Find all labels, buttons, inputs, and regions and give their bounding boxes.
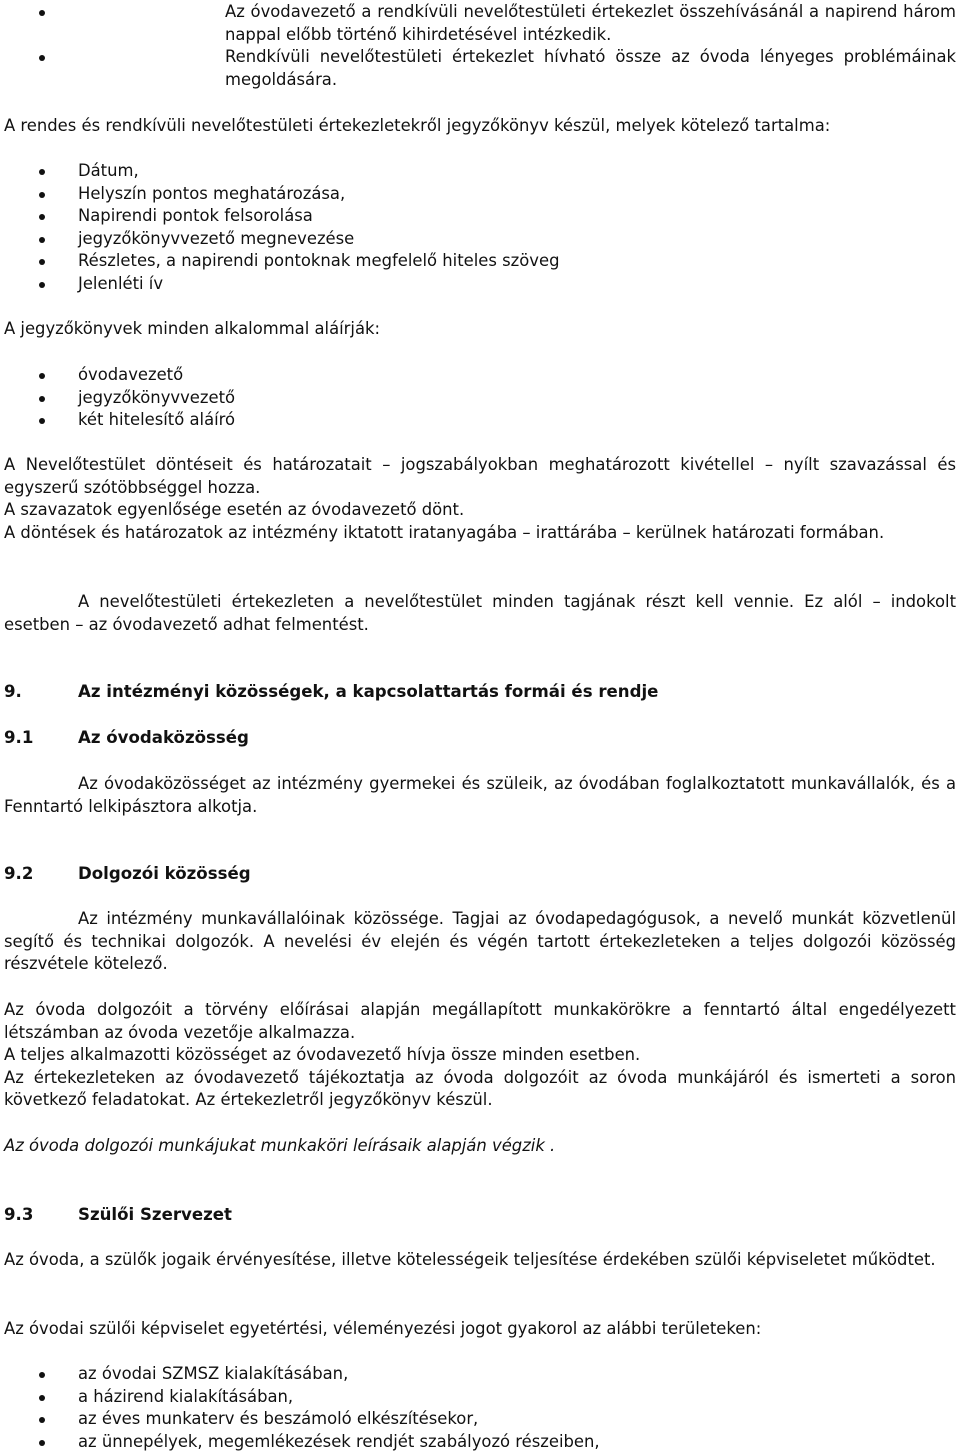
bullet-icon bbox=[39, 396, 45, 402]
list-item: jegyzőkönyvvezető megnevezése bbox=[4, 228, 956, 251]
bullet-icon bbox=[39, 1440, 45, 1446]
section-9-2-intro: Az intézmény munkavállalóinak közössége. Tagjai az óvodapedagógusok, a nevelő munkát közvetlenül segítő és technikai dolgozók. A nevelési év elején és végén tartott értekezleteken a teljes dolgozói közösség részvétele kötelező. bbox=[4, 909, 956, 974]
list-item: két hitelesítő aláíró bbox=[4, 409, 956, 432]
list-item: az óvodai SZMSZ kialakításában, bbox=[4, 1363, 956, 1386]
signers-list bbox=[4, 364, 956, 432]
minutes-contents-list bbox=[4, 160, 956, 296]
section-9-2-paragraph: Az értekezleteken az óvodavezető tájékoztatja az óvoda dolgozóit az óvoda munkájáról és ismerteti a soron következő feladatokat. Az értekezletről jegyzőkönyv készül. bbox=[4, 1067, 956, 1110]
section-9-2-paragraph: Az óvoda dolgozóit a törvény előírásai alapján megállapított munkakörökre a fenntartó által engedélyezett létszámban az óvoda vezetője alkalmazza. bbox=[4, 1000, 956, 1042]
bullet-icon bbox=[39, 55, 45, 61]
decisions-paragraph: A szavazatok egyenlősége esetén az óvodavezető dönt. bbox=[4, 500, 465, 520]
bullet-icon bbox=[39, 169, 45, 175]
section-number: 9.1 bbox=[4, 728, 34, 747]
list-item: Dátum, bbox=[4, 160, 956, 183]
section-number: 9. bbox=[4, 682, 22, 701]
signers-intro: A jegyzőkönyvek minden alkalommal aláírják: bbox=[4, 319, 381, 338]
bullet-icon bbox=[39, 192, 45, 198]
section-heading-9-1 bbox=[4, 727, 249, 749]
section-9-3-rights-list bbox=[4, 1363, 956, 1453]
section-title: Dolgozói közösség bbox=[78, 864, 251, 883]
minutes-intro-paragraph: A rendes és rendkívüli nevelőtestületi értekezletekről jegyzőkönyv készül, melyek kötelező tartalma: bbox=[4, 116, 831, 135]
section-heading-9 bbox=[4, 681, 658, 703]
bullet-icon bbox=[39, 1417, 45, 1423]
section-9-1-paragraph: Az óvodaközösséget az intézmény gyermekei és szüleik, az óvodában foglalkoztatott munkavállalók, és a Fenntartó lelkipásztora alkotja. bbox=[4, 774, 956, 816]
section-9-3-paragraph: Az óvoda, a szülők jogaik érvényesítése, illetve kötelességeik teljesítése érdekében szülői képviseletet működtet. bbox=[4, 1250, 936, 1269]
decisions-paragraph: A döntések és határozatok az intézmény iktatott iratanyagába – irattárába – kerülnek határozati formában. bbox=[4, 522, 885, 542]
section-number: 9.3 bbox=[4, 1205, 34, 1224]
bullet-icon bbox=[39, 237, 45, 243]
decisions-block bbox=[4, 454, 956, 544]
list-item: Helyszín pontos meghatározása, bbox=[4, 183, 956, 206]
list-item: az ünnepélyek, megemlékezések rendjét szabályozó részeiben, bbox=[4, 1431, 956, 1454]
list-item: Jelenléti ív bbox=[4, 273, 956, 296]
section-heading-9-2 bbox=[4, 863, 251, 885]
section-9-3-rights-intro: Az óvodai szülői képviselet egyetértési, véleményezési jogot gyakorol az alábbi területeken: bbox=[4, 1319, 762, 1338]
list-item: Rendkívüli nevelőtestületi értekezlet hívható össze az óvoda lényeges problémáinak megoldására. bbox=[4, 46, 956, 91]
list-item: az éves munkaterv és beszámoló elkészítésekor, bbox=[4, 1408, 956, 1431]
bullet-icon bbox=[39, 214, 45, 220]
bullet-icon bbox=[39, 282, 45, 288]
bullet-icon bbox=[39, 418, 45, 424]
bullet-icon bbox=[39, 373, 45, 379]
list-item: Az óvodavezető a rendkívüli nevelőtestületi értekezlet összehívásánál a napirend három nappal előbb történő kihirdetésével intézkedik. bbox=[4, 1, 956, 46]
decisions-paragraph: A Nevelőtestület döntéseit és határozatait – jogszabályokban meghatározott kivétellel – nyílt szavazással és egyszerű szótöbbséggel hozza. bbox=[4, 455, 956, 497]
section-9-2-italic-note: Az óvoda dolgozói munkájukat munkaköri leírásaik alapján végzik . bbox=[4, 1136, 556, 1155]
list-item: óvodavezető bbox=[4, 364, 956, 387]
section-title: Szülői Szervezet bbox=[78, 1205, 232, 1224]
section-number: 9.2 bbox=[4, 864, 34, 883]
list-item: a házirend kialakításában, bbox=[4, 1386, 956, 1409]
top-bullet-list bbox=[4, 1, 956, 91]
section-9-2-details bbox=[4, 999, 956, 1112]
section-heading-9-3 bbox=[4, 1204, 232, 1226]
section-title: Az intézményi közösségek, a kapcsolattartás formái és rendje bbox=[78, 682, 659, 701]
bullet-icon bbox=[39, 259, 45, 265]
bullet-icon bbox=[39, 1372, 45, 1378]
list-item: jegyzőkönyvvezető bbox=[4, 387, 956, 410]
list-item: Részletes, a napirendi pontoknak megfelelő hiteles szöveg bbox=[4, 250, 956, 273]
attendance-paragraph: A nevelőtestületi értekezleten a nevelőtestület minden tagjának részt kell vennie. Ez alól – indokolt esetben – az óvodavezető adhat felmentést. bbox=[4, 592, 956, 634]
list-item: Napirendi pontok felsorolása bbox=[4, 205, 956, 228]
section-title: Az óvodaközösség bbox=[78, 728, 249, 747]
section-9-2-paragraph: A teljes alkalmazotti közösséget az óvodavezető hívja össze minden esetben. bbox=[4, 1045, 641, 1065]
bullet-icon bbox=[39, 10, 45, 16]
bullet-icon bbox=[39, 1395, 45, 1401]
